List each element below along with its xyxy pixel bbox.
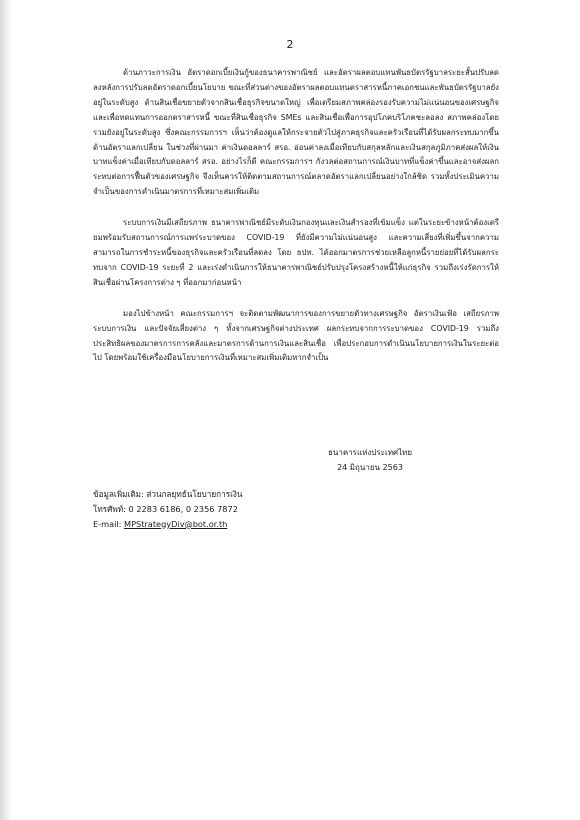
paragraph-financial-conditions: ด้านภาวะการเงิน อัตราดอกเบี้ยเงินกู้ของธนาคารพาณิชย์ และอัตราผลตอบแทนพันธบัตรรัฐบาลระยะสั้นปรับลดลงหลังการปรับลดอัตราดอกเบี้ยนโยบาย ขณะที่ส่วนต่างของอัตราผลตอบแทนตราสารหนี้ภาคเอกชนและพันธบัตรรัฐบาลยังอยู่ในระดับสูง ด้านสินเชื่อขยายตัวจากสินเชื่อธุรกิจขนาดใหญ่ เพื่อเตรียมสภาพคล่องรองรับความไม่แน่นอนของเศรษฐกิจและเพื่อทดแทนการออกตราสารหนี้ ขณะที่สินเชื่อธุรกิจ SMEs และสินเชื่อเพื่อการอุปโภคบริโภคชะลอลง สภาพคล่องโดยรวมยังอยู่ในระดับสูง ซึ่งคณะกรรมการฯ เห็นว่าต้องดูแลให้กระจายตัวไปสู่ภาคธุรกิจและครัวเรือนที่ได้รับผลกระทบมากขึ้น ด้านอัตราแลกเปลี่ยน ในช่วงที่ผ่านมา ค่าเงินดอลลาร์ สรอ. อ่อนค่าลงเมื่อเทียบกับสกุลหลักและเงินสกุลภูมิภาคส่งผลให้เงินบาทแข็งค่าเมื่อเทียบกับดอลลาร์ สรอ. อย่างไรก็ดี คณะกรรมการฯ กังวลต่อสถานการณ์เงินบาทที่แข็งค่าขึ้นและอาจส่งผลกระทบต่อการฟื้นตัวของเศรษฐกิจ จึงเห็นควรให้ติดตามสถานการณ์ตลาดอัตราแลกเปลี่ยนอย่างใกล้ชิด รวมทั้งประเมินความจำเป็นของการดำเนินมาตรการที่เหมาะสมเพิ่มเติม (93, 68, 499, 197)
contact-email-line (93, 517, 393, 532)
email-label: E-mail: (93, 518, 125, 529)
page-number: 2 (286, 38, 294, 51)
contact-phone: โทรศัพท์: 0 2283 6186, 0 2356 7872 (93, 503, 238, 514)
contact-info: ข้อมูลเพิ่มเติม: ส่วนกลยุทธ์นโยบายการเงิน (93, 489, 243, 499)
document-body (93, 66, 499, 382)
page-shadow (0, 0, 12, 820)
email-link[interactable]: MPStrategyDiv@bot.or.th (124, 518, 228, 529)
paragraph-financial-stability: ระบบการเงินมีเสถียรภาพ ธนาคารพาณิชย์มีระดับเงินกองทุนและเงินสำรองที่เข้มแข็ง แต่ในระยะข้างหน้าต้องเตรียมพร้อมรับสถานการณ์การแพร่ระบาดของ COVID-19 ที่ยังมีความไม่แน่นอนสูง และความเสี่ยงที่เพิ่มขึ้นจากความสามารถในการชำระหนี้ของธุรกิจและครัวเรือนที่ลดลง โดย ธปท. ได้ออกมาตรการช่วยเหลือลูกหนี้รายย่อยที่ได้รับผลกระทบจาก COVID-19 ระยะที่ 2 และเร่งดำเนินการให้ธนาคารพาณิชย์ปรับปรุงโครงสร้างหนี้ให้แก่ธุรกิจ รวมถึงเร่งรัดการให้สินเชื่อผ่านโครงการต่าง ๆ ที่ออกมาก่อนหน้า (93, 218, 499, 287)
contact-block (93, 487, 393, 531)
signature-org: ธนาคารแห่งประเทศไทย (327, 448, 413, 457)
paragraph-outlook: มองไปข้างหน้า คณะกรรมการฯ จะติดตามพัฒนาการของการขยายตัวทางเศรษฐกิจ อัตราเงินเฟ้อ เสถียรภาพระบบการเงิน และปัจจัยเสี่ยงต่าง ๆ ทั้งจากเศรษฐกิจต่างประเทศ ผลกระทบจากการระบาดของ COVID-19 รวมถึงประสิทธิผลของมาตรการการคลังและมาตรการด้านการเงินและสินเชื่อ เพื่อประกอบการดำเนินนโยบายการเงินในระยะต่อไป โดยพร้อมใช้เครื่องมือนโยบายการเงินที่เหมาะสมเพิ่มเติมหากจำเป็น (93, 308, 499, 363)
signature-date: 24 มิถุนายน 2563 (337, 462, 403, 472)
signature-block (300, 446, 440, 475)
